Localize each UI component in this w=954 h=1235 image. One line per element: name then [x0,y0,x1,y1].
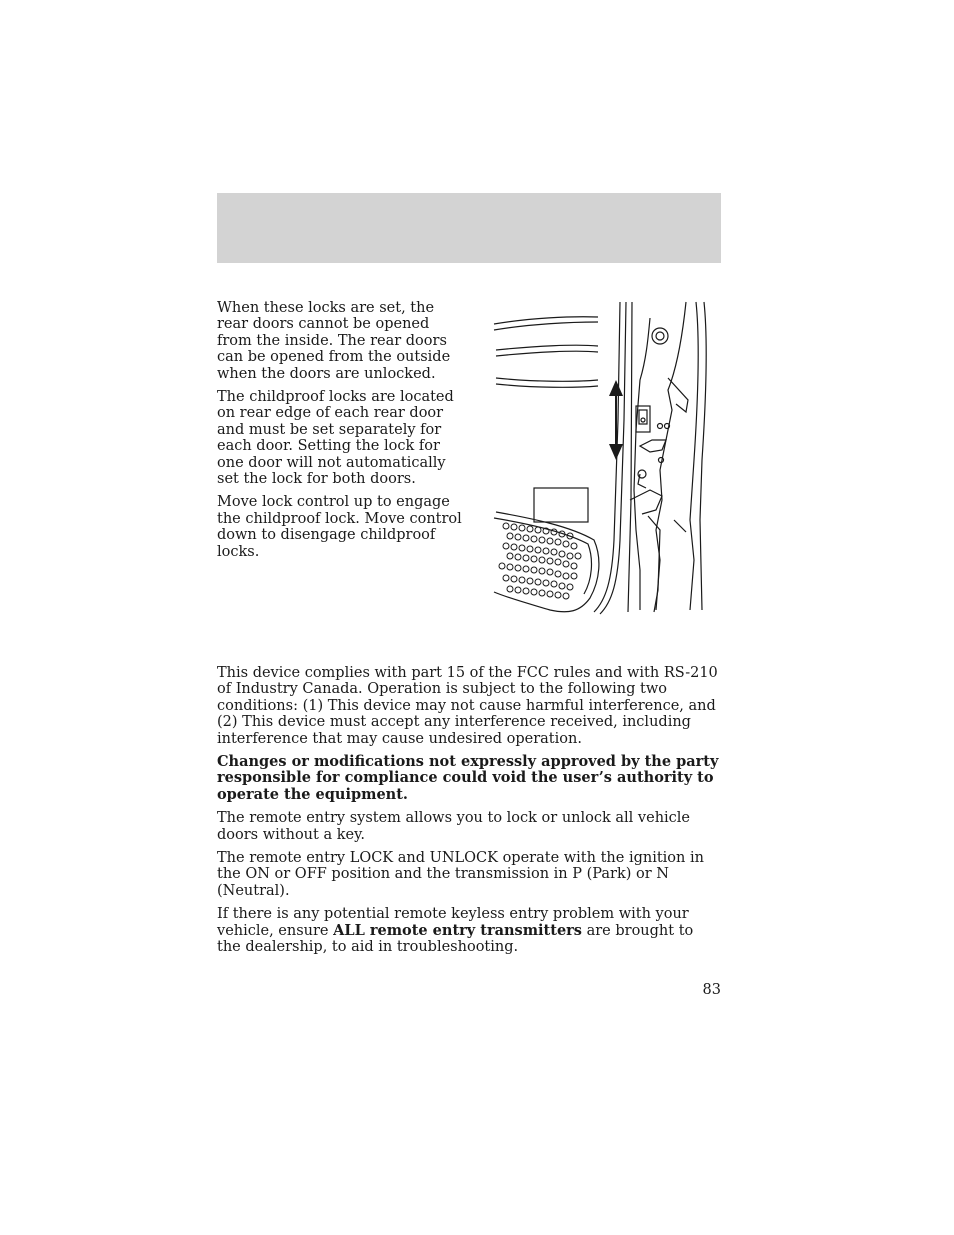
remote-entry-paragraph-3-start: If there is any potential remote keyless entry problem with your vehicle, ensure [217,906,689,939]
remote-entry-paragraph-1: The remote entry system allows you to lock or unlock all vehicle doors without a key. [217,810,691,843]
speaker-grille-icon [490,300,715,615]
remote-entry-text [217,665,721,963]
childproof-paragraph-3: Move lock control up to engage the childproof lock. Move control down to disengage childproof locks. [217,494,462,560]
page-number: 83 [702,982,721,998]
childproof-locks-text [217,300,467,567]
fcc-compliance-paragraph: This device complies with part 15 of the FCC rules and with RS-210 of Industry Canada. Operation is subject to the following two conditions: (1) This device may not cause harmful interference, and (2) This device must accept any interference received, including interference that may cause undesired operation. [217,665,718,747]
childproof-paragraph-2: The childproof locks are located on rear edge of each rear door and must be set separately for each door. Setting the lock for one door will not automatically set the lock for both doors. [217,389,454,488]
remote-entry-paragraph-3-end: are brought to the dealership, to aid in troubleshooting. [217,922,694,956]
section-header-band [217,193,721,263]
transmitters-emphasis: ALL remote entry transmitters [333,921,582,939]
childproof-lock-illustration [490,300,715,615]
remote-entry-paragraph-3 [217,906,721,955]
modification-warning: Changes or modifications not expressly approved by the party responsible for compliance could void the user’s authority to operate the equipment. [217,753,719,803]
childproof-paragraph-1: When these locks are set, the rear doors cannot be opened from the inside. The rear doors can be opened from the outside when the doors are unlocked. [217,300,451,382]
remote-entry-paragraph-2: The remote entry LOCK and UNLOCK operate with the ignition in the ON or OFF position and the transmission in P (Park) or N (Neutral). [217,850,704,899]
